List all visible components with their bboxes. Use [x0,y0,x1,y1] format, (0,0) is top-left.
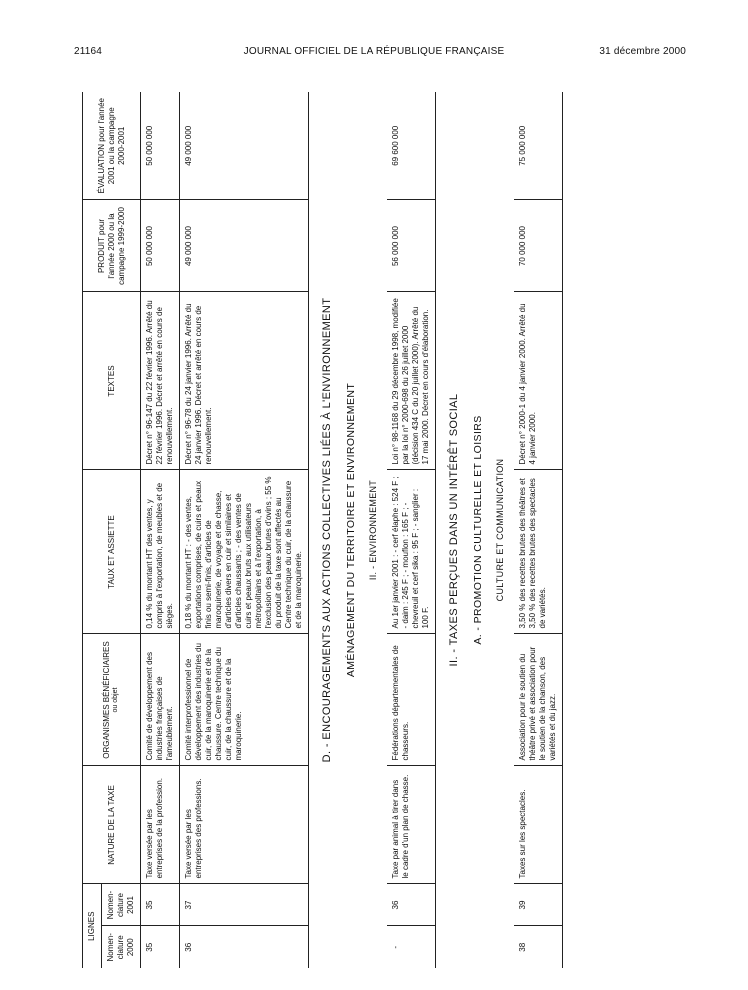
section-ii-title: II. - TAXES PERÇUES DANS UN INTÉRÊT SOCIAL [448,393,461,667]
cell-evaluation: 49 000 000 [180,92,309,200]
cell-textes: Décret n° 96-78 du 24 janvier 1996. Arrêté du 24 janvier 1996. Décret et arrêté en cours de renouvellement. [180,292,309,470]
cell-nature: Taxe versée par les entreprises de la profession. [141,766,180,884]
journal-title: JOURNAL OFFICIEL DE LA RÉPUBLIQUE FRANÇAISE [243,46,505,57]
header-produit: PRODUIT pour l'année 2000 ou la campagne 1999-2000 [83,200,141,292]
cell-textes: Décret n° 2000-1 du 4 janvier 2000. Arrêté du 4 janvier 2000. [514,292,563,470]
cell-nom2000: - [387,926,436,968]
cell-textes: Loi n° 98-1168 du 29 décembre 1998, modifiée par la loi n° 2000-698 du 26 juillet 2000 (décision 434 C du 20 juillet 2000). Arrêté du 17 mai 2000. Décret en cours d'élaboration. [387,292,436,470]
section-d-subsubtitle: II. - ENVIRONNEMENT [367,479,378,581]
section-ii-subsubtitle: CULTURE ET COMMUNICATION [495,458,505,602]
header-nature: NATURE DE LA TAXE [83,766,141,884]
table-row [514,92,563,968]
table-row [180,92,309,968]
cell-nom2001: 36 [387,884,436,926]
header-taux: TAUX ET ASSIETTE [83,470,141,634]
cell-nom2001: 35 [141,884,180,926]
header-nomenclature-2001: Nomen- clature 2001 [102,884,141,926]
cell-nature: Taxe par animal à tirer dans le cadre d'un plan de chasse. [387,766,436,884]
cell-taux: 0,14 % du montant HT des ventes, y compris à l'exportation, de meubles et de sièges. [141,470,180,634]
cell-nom2000: 36 [180,926,309,968]
cell-produit: 50 000 000 [141,200,180,292]
header-lignes: LIGNES [83,884,102,968]
table-row [141,92,180,968]
cell-nom2001: 39 [514,884,563,926]
header-textes: TEXTES [83,292,141,470]
tax-table [82,92,563,968]
cell-produit: 49 000 000 [180,200,309,292]
cell-evaluation: 50 000 000 [141,92,180,200]
cell-produit: 56 000 000 [387,200,436,292]
section-d-title: D. - ENCOURAGEMENTS AUX ACTIONS COLLECTIVES LIÉES À L'ENVIRONNEMENT [321,297,333,763]
cell-taux: 0,18 % du montant HT : - des ventes, exportations comprises, de cuirs et peaux finis ou semi-finis, d'articles de maroquinerie, de voyage et de chasse, d'articles divers en cuir et similaires et d'articles chaussants ; - des ventes de cuirs et peaux bruts aux utilisateurs métropolitains et à l'exportation, à l'exclusion des peaux brutes d'ovins ; 55 % du produit de la taxe sont affectés au Centre technique du cuir, de la chaussure et de la maroquinerie. [180,470,309,634]
page-number: 21164 [74,46,103,57]
section-heading [309,92,388,968]
cell-textes: Décret n° 96-147 du 22 février 1996. Arrêté du 22 février 1996. Décret et arrêté en cours de renouvellement. [141,292,180,470]
cell-evaluation: 69 600 000 [387,92,436,200]
cell-nom2001: 37 [180,884,309,926]
section-heading-row [436,92,515,968]
header-evaluation: ÉVALUATION pour l'année 2001 ou la campagne 2000-2001 [83,92,141,200]
header-organismes-title: ORGANISMES BÉNÉFICIAIRES [102,641,112,759]
section-heading [436,92,515,968]
cell-produit: 70 000 000 [514,200,563,292]
cell-nom2000: 38 [514,926,563,968]
cell-nom2000: 35 [141,926,180,968]
cell-organisme: Comité interprofessionnel de développement des industries du cuir, de la maroquinerie et de la chaussure. Centre technique du cuir, de la chaussure et de la maroquinerie. [180,634,309,766]
cell-organisme: Association pour le soutien du théâtre privé et association pour le soutien de la chanson, des variétés et du jazz. [514,634,563,766]
publication-date: 31 décembre 2000 [599,46,686,57]
cell-nature: Taxes sur les spectacles. [514,766,563,884]
section-d-subtitle: AMÉNAGEMENT DU TERRITOIRE ET ENVIRONNEMENT [344,382,357,678]
rotated-table-page [82,92,672,968]
cell-organisme: Fédérations départementales de chasseurs. [387,634,436,766]
cell-organisme: Comité de développement des industries françaises de l'ameublement. [141,634,180,766]
cell-taux: 3,50 % des recettes brutes des théâtres et 3,50 % des recettes brutes des spectacles de variétés. [514,470,563,634]
cell-nature: Taxe versée par les entreprises des professions. [180,766,309,884]
section-ii-subtitle: A. - PROMOTION CULTURELLE ET LOISIRS [471,415,484,645]
header-organismes [83,634,141,766]
header-organismes-sub: ou objet [112,687,120,713]
cell-evaluation: 75 000 000 [514,92,563,200]
table-row [387,92,436,968]
cell-taux: Au 1er janvier 2001 : - cerf élaphe : 524 F ; - daim : 245 F ; - mouflon : 165 F ; - chevreuil et cerf sika : 95 F ; - sanglier : 100 F. [387,470,436,634]
section-heading-row [309,92,388,968]
header-nomenclature-2000: Nomen- clature 2000 [102,926,141,968]
